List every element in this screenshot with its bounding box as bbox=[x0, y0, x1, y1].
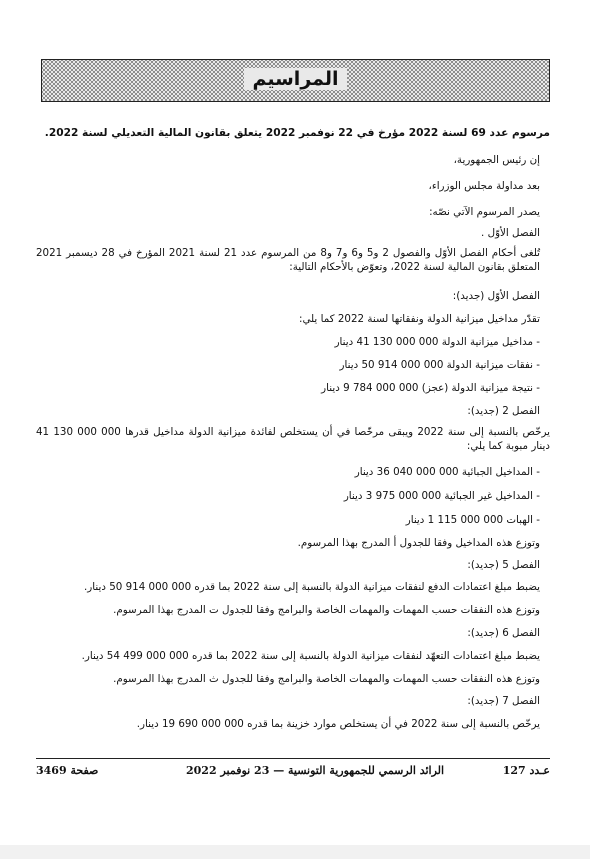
journal-name: الرائد الرسمي للجمهورية التونسية — 23 نوفمبر 2022 bbox=[186, 764, 445, 777]
list-item: - المداخيل الجبائية 000 000 040 36 دينار bbox=[354, 466, 540, 478]
decree-title: مرسوم عدد 69 لسنة 2022 مؤرخ في 22 نوفمبر 2022 يتعلق بقانون المالية التعديلي لسنة 2022. bbox=[44, 127, 550, 139]
list-item: - نفقات ميزانية الدولة 000 000 914 50 دينار bbox=[339, 359, 540, 371]
paragraph: وتوزع هذه المداخيل وفقا للجدول أ المدرج بهذا المرسوم. bbox=[297, 537, 540, 549]
article-heading: الفصل 6 (جديد): bbox=[467, 627, 540, 639]
preamble-line: يصدر المرسوم الآتي نصّه: bbox=[429, 206, 540, 218]
paragraph: يرخّص بالنسبة إلى سنة 2022 في أن يستخلص موارد خزينة بما قدره 000 000 690 19 دينار. bbox=[136, 718, 540, 730]
preamble-line: بعد مداولة مجلس الوزراء، bbox=[428, 180, 540, 192]
section-header bbox=[41, 59, 550, 102]
article-heading: الفصل الأوّل . bbox=[481, 227, 540, 239]
paragraph: يرخّص بالنسبة إلى سنة 2022 ويبقى مرخّصا في أن يستخلص لفائدة ميزانية الدولة مداخيل قدرها 000 000 130 41 دينار مبوبة كما يلي: bbox=[36, 426, 550, 452]
footer-divider bbox=[36, 758, 550, 759]
viewer-bottom-edge bbox=[0, 845, 590, 859]
paragraph: تُلغى أحكام الفصل الأوّل والفصول 2 و5 و6 و7 و8 من المرسوم عدد 21 لسنة 2021 المؤرخ في 28 ديسمبر 2021 المتعلق بقانون المالية لسنة 2022، وتعوّض بالأحكام التالية: bbox=[36, 247, 541, 273]
paragraph: يضبط مبلغ اعتمادات التعهّد لنفقات ميزانية الدولة بالنسبة إلى سنة 2022 بما قدره 000 000 499 54 دينار. bbox=[81, 650, 540, 662]
list-item: - المداخيل غير الجبائية 000 000 975 3 دينار bbox=[343, 490, 540, 502]
issue-number: عـدد 127 bbox=[502, 764, 550, 777]
preamble-line: إن رئيس الجمهورية، bbox=[453, 154, 540, 166]
list-item: - نتيجة ميزانية الدولة (عجز) 000 000 784 9 دينار bbox=[321, 382, 540, 394]
article-heading: الفصل 2 (جديد): bbox=[467, 405, 540, 417]
section-title: المراسيم bbox=[244, 68, 346, 90]
list-item: - مداخيل ميزانية الدولة 000 000 130 41 دينار bbox=[334, 336, 540, 348]
list-item: - الهبات 000 000 115 1 دينار bbox=[405, 514, 540, 526]
paragraph: تقدّر مداخيل ميزانية الدولة ونفقاتها لسنة 2022 كما يلي: bbox=[298, 313, 540, 325]
article-heading: الفصل الأوّل (جديد): bbox=[452, 290, 540, 302]
paragraph: وتوزع هذه النفقات حسب المهمات والمهمات الخاصة والبرامج وفقا للجدول ت المدرج بهذا المرسوم. bbox=[113, 604, 540, 616]
page-number: صفحة 3469 bbox=[36, 764, 99, 777]
page-footer bbox=[36, 764, 550, 780]
article-heading: الفصل 7 (جديد): bbox=[467, 695, 540, 707]
article-heading: الفصل 5 (جديد): bbox=[467, 559, 540, 571]
paragraph: وتوزع هذه النفقات حسب المهمات والمهمات الخاصة والبرامج وفقا للجدول ث المدرج بهذا المرسوم. bbox=[113, 673, 540, 685]
paragraph: يضبط مبلغ اعتمادات الدفع لنفقات ميزانية الدولة بالنسبة إلى سنة 2022 بما قدره 000 000 914 50 دينار. bbox=[84, 581, 540, 593]
